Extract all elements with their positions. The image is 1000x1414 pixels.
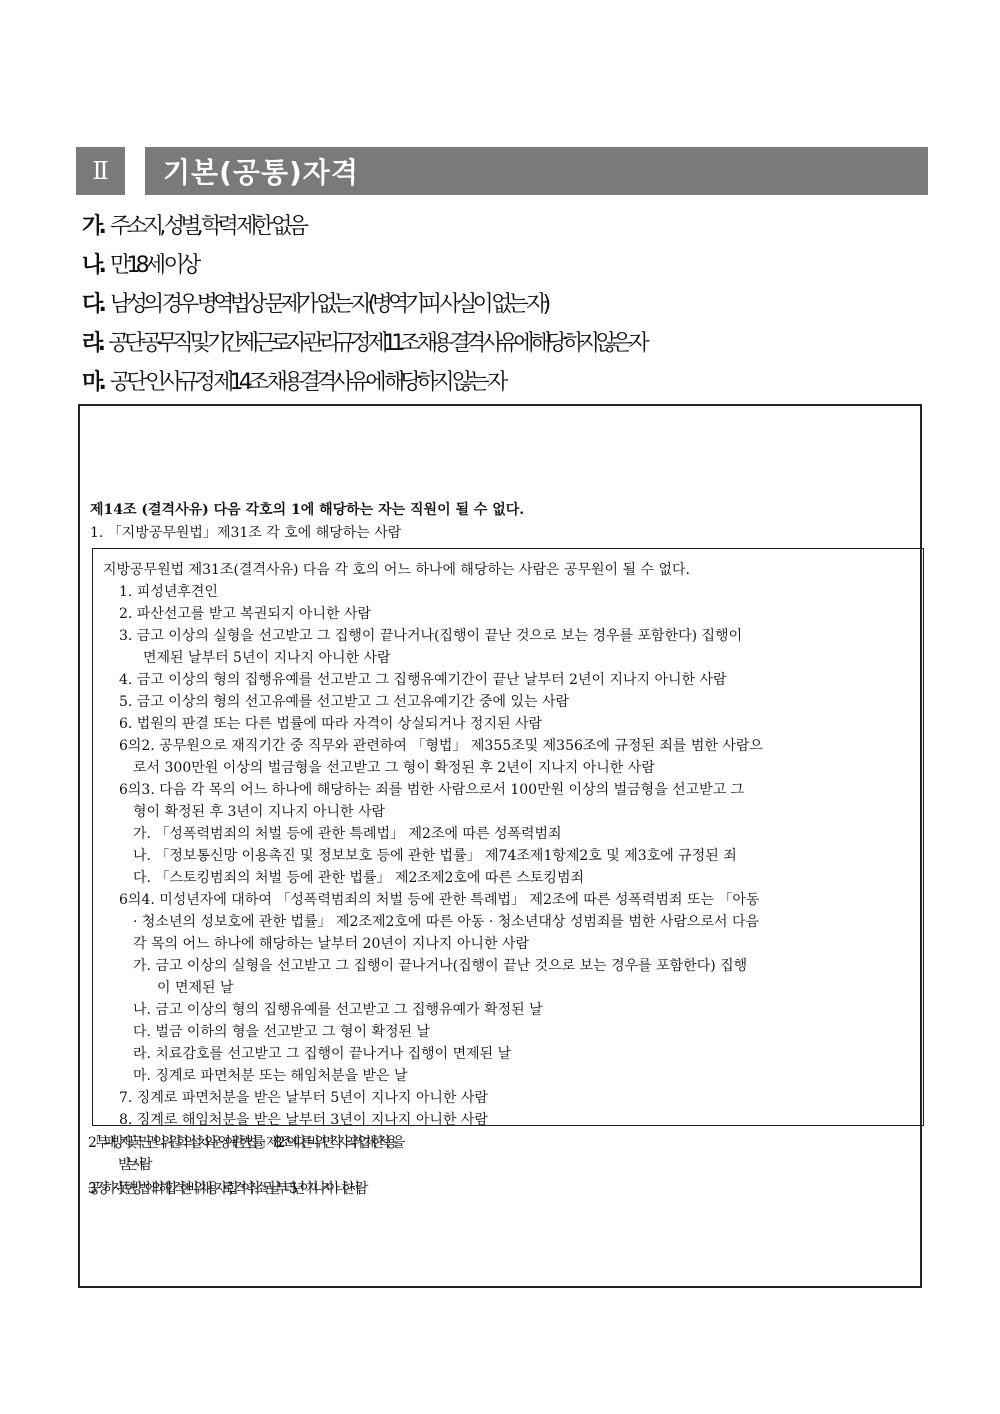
- item-marker: 마.: [82, 370, 103, 395]
- excerpt-line: 다. 「스토킹범죄의 처벌 등에 관한 법률」 제2조제2호에 따른 스토킹범죄: [133, 870, 585, 886]
- qualification-item: [82, 324, 942, 363]
- excerpt-line: 7. 징계로 파면처분을 받은 날부터 5년이 지나지 아니한 사람: [119, 1090, 488, 1106]
- law-excerpt-box: [92, 548, 924, 1126]
- item-text: 공단 공무직 및 기간제 근로자 관리규정 제11조 채용 결격 사유에 해당 하지 않은 자: [108, 331, 645, 356]
- excerpt-line: 1. 피성년후견인: [119, 584, 218, 600]
- excerpt-line: 로서 300만원 이상의 벌금형을 선고받고 그 형이 확정된 후 2년이 지나지 아니한 사람: [133, 760, 655, 776]
- item-marker: 가.: [82, 214, 103, 239]
- excerpt-line: 6의4. 미성년자에 대하여 「성폭력범죄의 처벌 등에 관한 특례법」 제2조에 따른 성폭력범죄 또는 「아동: [119, 892, 760, 908]
- excerpt-line: 6의3. 다음 각 목의 어느 하나에 해당하는 죄를 범한 사람으로서 100만원 이상의 벌금형을 선고받고 그: [119, 782, 745, 798]
- excerpt-line: 형이 확정된 후 3년이 지나지 아니한 사람: [133, 804, 385, 820]
- excerpt-line: 8. 징계로 해임처분을 받은 날부터 3년이 지나지 아니한 사람: [119, 1112, 488, 1128]
- excerpt-line: 이 면제된 날: [157, 980, 234, 996]
- item-marker: 라.: [82, 331, 101, 356]
- item-text: 만18세 이상: [110, 253, 197, 278]
- regulation-item-3: 3. 공정하지 못한 방법에 의해 합격한 비위 채용자로, 합격이 취소된 날부터 5년이 지나지 아니한 사람: [88, 1181, 363, 1197]
- excerpt-line: 3. 금고 이상의 실형을 선고받고 그 집행이 끝나거나(집행이 끝난 것으로 보는 경우를 포함한다) 집행이: [119, 628, 743, 644]
- item-text: 주소지, 성별, 학력 제한 없음: [110, 214, 305, 239]
- item-text: 공단 인사규정 제14조 채용결격사유에 해당하지 않는 자: [110, 370, 504, 395]
- excerpt-line: 다. 벌금 이하의 형을 선고받고 그 형이 확정된 날: [133, 1024, 431, 1040]
- excerpt-line: 라. 치료감호를 선고받고 그 집행이 끝나거나 집행이 면제된 날: [133, 1046, 512, 1062]
- article-title: 제14조 (결격사유) 다음 각호의 1에 해당하는 자는 직원이 될 수 없다.: [90, 502, 525, 518]
- excerpt-line: 각 목의 어느 하나에 해당하는 날부터 20년이 지나지 아니한 사람: [133, 936, 529, 952]
- excerpt-line: 가. 금고 이상의 실형을 선고받고 그 집행이 끝나거나(집행이 끝난 것으로 보는 경우를 포함한다) 집행: [133, 958, 748, 974]
- excerpt-line: 5. 금고 이상의 형의 선고유예를 선고받고 그 선고유예기간 중에 있는 사람: [119, 694, 570, 710]
- section-header: [76, 147, 928, 195]
- excerpt-line: 6의2. 공무원으로 재직기간 중 직무와 관련하여 「형법」 제355조및 제356조에 규정된 죄를 범한 사람으: [119, 738, 763, 754]
- qualification-item: [82, 363, 942, 402]
- item-text: 남성의 경우 병역법상 문제가 없는 자(병역기피 사실이 없는 자): [110, 292, 547, 317]
- section-title: 기본(공통)자격: [145, 147, 928, 195]
- regulation-item-2: 2. 「부패방지 및 국민권익위원회의 설치와 운영에 관한 법률」 제82조에 따른 비위면직자의 취업 제한 적용을: [88, 1135, 400, 1151]
- item-marker: 나.: [82, 253, 103, 278]
- excerpt-lead: 지방공무원법 제31조(결격사유) 다음 각 호의 어느 하나에 해당하는 사람은 공무원이 될 수 없다.: [103, 562, 690, 578]
- item-marker: 다.: [82, 292, 103, 317]
- excerpt-line: 가. 「성폭력범죄의 처벌 등에 관한 특례법」 제2조에 따른 성폭력범죄: [133, 826, 562, 842]
- excerpt-line: 나. 「정보통신망 이용촉진 및 정보보호 등에 관한 법률」 제74조제1항제2호 및 제3호에 규정된 죄: [133, 848, 737, 864]
- qualification-item: [82, 207, 942, 246]
- excerpt-line: · 청소년의 성보호에 관한 법률」 제2조제2호에 따른 아동 · 청소년대상 성범죄를 범한 사람으로서 다음: [133, 914, 760, 930]
- excerpt-line: 6. 법원의 판결 또는 다른 법률에 따라 자격이 상실되거나 정지된 사람: [119, 716, 543, 732]
- excerpt-line: 나. 금고 이상의 형의 집행유예를 선고받고 그 집행유예가 확정된 날: [133, 1002, 543, 1018]
- excerpt-line: 면제된 날부터 5년이 지나지 아니한 사람: [143, 650, 391, 666]
- regulation-item-1: 1. 「지방공무원법」제31조 각 호에 해당하는 사람: [90, 525, 402, 541]
- qualification-item: [82, 246, 942, 285]
- qualification-item: [82, 285, 942, 324]
- excerpt-line: 마. 징계로 파면처분 또는 해임처분을 받은 날: [133, 1068, 408, 1084]
- excerpt-line: 4. 금고 이상의 형의 집행유예를 선고받고 그 집행유예기간이 끝난 날부터 2년이 지나지 아니한 사람: [119, 672, 727, 688]
- regulation-item-2-cont: 받는 사람: [118, 1157, 147, 1173]
- regulation-box: [78, 404, 922, 1288]
- regulation-remaining-items: [88, 1132, 916, 1200]
- section-numeral: Ⅱ: [76, 147, 125, 195]
- excerpt-line: 2. 파산선고를 받고 복권되지 아니한 사람: [119, 606, 371, 622]
- qualification-list: [82, 207, 942, 402]
